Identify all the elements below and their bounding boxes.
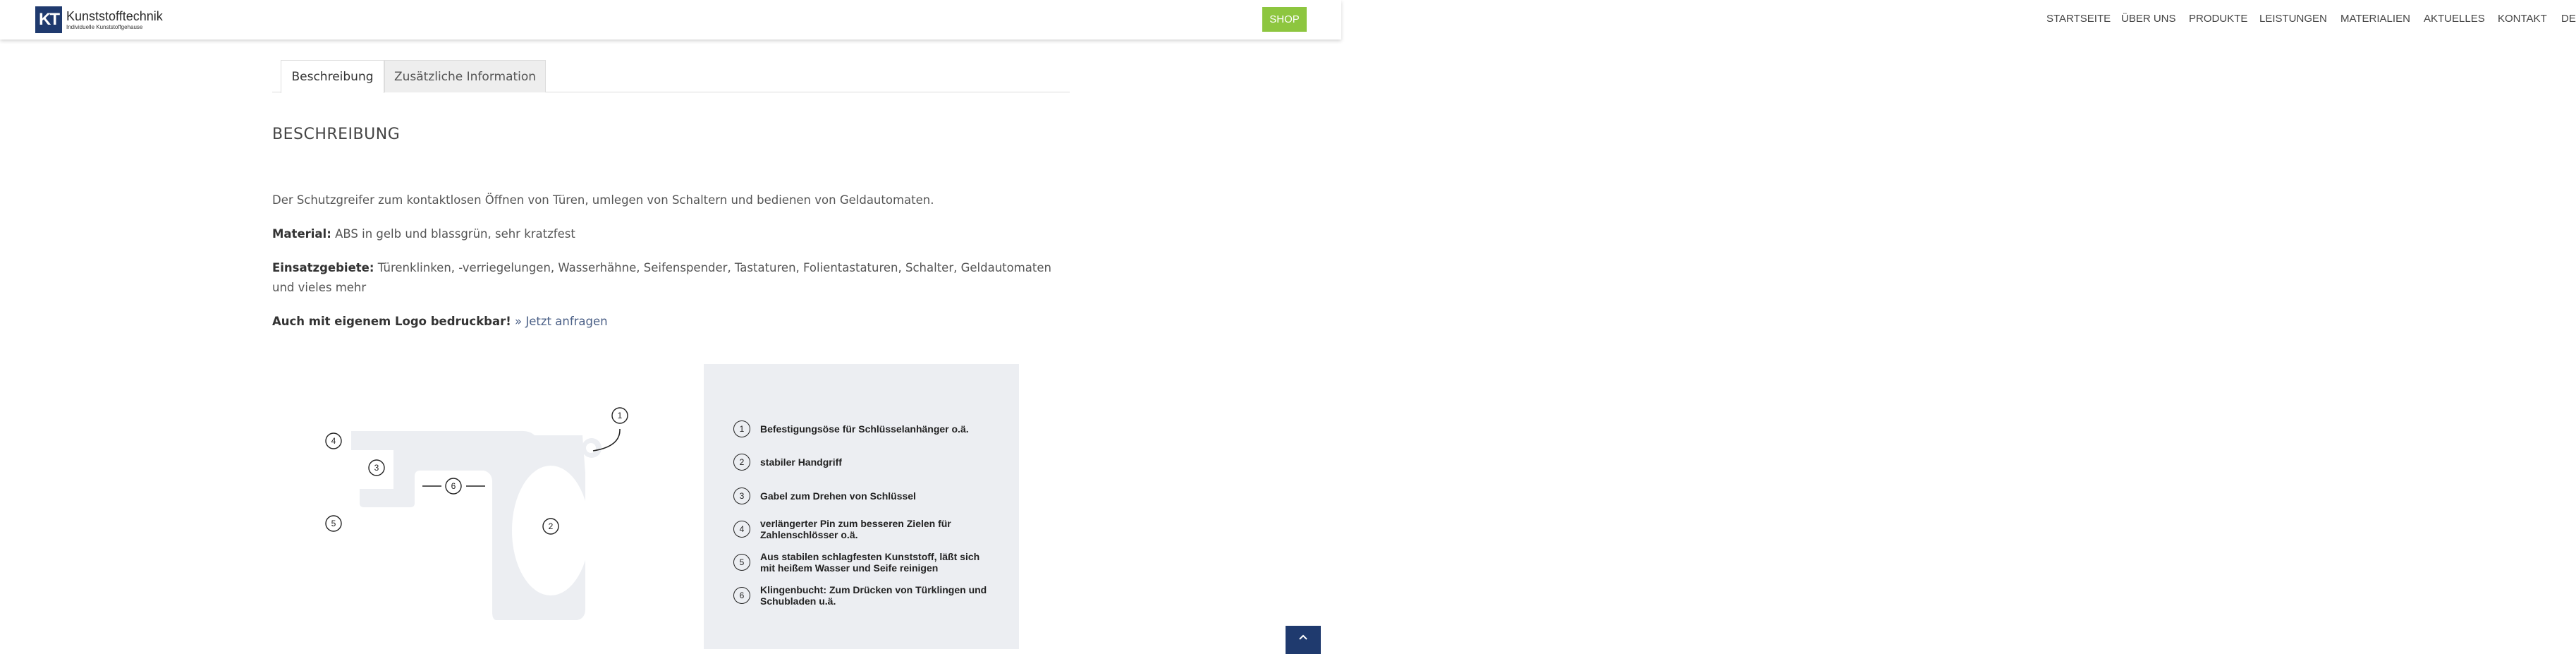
marker-5: 5 bbox=[331, 519, 336, 528]
logo-print-line bbox=[272, 312, 1070, 332]
logo-name: Kunststofftechnik bbox=[66, 8, 163, 23]
marker-1: 1 bbox=[617, 411, 623, 420]
legend-number: 5 bbox=[733, 554, 750, 571]
einsatz-label: Einsatzgebiete: bbox=[272, 261, 374, 274]
language-switcher[interactable]: DE bbox=[2561, 13, 2576, 25]
legend-text: Klingenbucht: Zum Drücken von Türklingen und Schubladen u.ä. bbox=[760, 584, 987, 607]
legend-item bbox=[733, 420, 993, 437]
logo-print-label: Auch mit eigenem Logo bedruckbar! bbox=[272, 315, 511, 328]
legend-number: 6 bbox=[733, 587, 750, 604]
material-value: ABS in gelb und blassgrün, sehr kratzfest bbox=[331, 227, 575, 241]
marker-4: 4 bbox=[331, 436, 336, 446]
product-tabs bbox=[272, 60, 1070, 92]
intro-text: Der Schutzgreifer zum kontaktlosen Öffnen von Türen, umlegen von Schaltern und bedienen von Geldautomaten. bbox=[272, 193, 934, 207]
nav-item-aktuelles[interactable]: AKTUELLES bbox=[2424, 13, 2485, 25]
legend-item bbox=[733, 518, 993, 540]
logo-text bbox=[66, 10, 163, 30]
logo-tagline: Individuelle Kunststoffgehause bbox=[66, 23, 143, 30]
chevron-up-icon bbox=[1299, 634, 1307, 640]
legend-item bbox=[733, 454, 993, 471]
legend-text: Aus stabilen schlagfesten Kunststoff, läßt sich mit heißem Wasser und Seife reinigen bbox=[760, 551, 980, 574]
shop-button[interactable]: SHOP bbox=[1262, 7, 1307, 32]
einsatz-line bbox=[272, 258, 1070, 298]
legend-number: 1 bbox=[733, 420, 750, 437]
legend-item bbox=[733, 551, 993, 574]
nav-item-kontakt[interactable]: KONTAKT bbox=[2498, 13, 2547, 25]
jetzt-anfragen-link[interactable]: » Jetzt anfragen bbox=[511, 315, 608, 328]
legend-number: 4 bbox=[733, 521, 750, 538]
legend-text: stabiler Handgriff bbox=[760, 456, 842, 468]
tab-zusaetzliche-information[interactable]: Zusätzliche Information bbox=[384, 60, 546, 92]
legend-text: Gabel zum Drehen von Schlüssel bbox=[760, 490, 916, 502]
einsatz-value: Türenklinken, -verriegelungen, Wasserhähne, Seifenspender, Tastaturen, Folientastaturen, Schalter, Geldautomaten und vieles mehr bbox=[272, 261, 1051, 294]
section-title: BESCHREIBUNG bbox=[272, 126, 401, 143]
legend-item bbox=[733, 488, 993, 504]
nav-item-produkte[interactable]: PRODUKTE bbox=[2189, 13, 2248, 25]
legend-text: Befestigungsöse für Schlüsselanhänger o.ä. bbox=[760, 423, 969, 435]
nav-item-ueber-uns[interactable]: ÜBER UNS bbox=[2121, 13, 2176, 25]
marker-6: 6 bbox=[451, 481, 456, 491]
nav-item-leistungen[interactable]: LEISTUNGEN bbox=[2259, 13, 2327, 25]
legend-text: verlängerter Pin zum besseren Zielen für Zahlenschlösser o.ä. bbox=[760, 518, 951, 540]
feature-legend bbox=[704, 364, 1019, 649]
site-logo[interactable] bbox=[35, 6, 163, 33]
nav-item-materialien[interactable]: MATERIALIEN bbox=[2340, 13, 2410, 25]
material-line bbox=[272, 224, 1070, 244]
marker-2: 2 bbox=[548, 521, 554, 531]
legend-number: 3 bbox=[733, 488, 750, 504]
material-label: Material: bbox=[272, 227, 331, 241]
legend-number: 2 bbox=[733, 454, 750, 471]
marker-3: 3 bbox=[374, 463, 379, 473]
legend-item bbox=[733, 584, 993, 607]
schutzgreifer-diagram bbox=[272, 356, 653, 649]
site-header bbox=[0, 0, 2576, 40]
product-diagram bbox=[272, 356, 653, 649]
nav-item-startseite[interactable]: STARTSEITE bbox=[2046, 13, 2111, 25]
logo-mark: KT bbox=[35, 6, 62, 33]
tab-beschreibung[interactable]: Beschreibung bbox=[281, 60, 384, 93]
scroll-to-top-button[interactable] bbox=[1286, 626, 1321, 654]
